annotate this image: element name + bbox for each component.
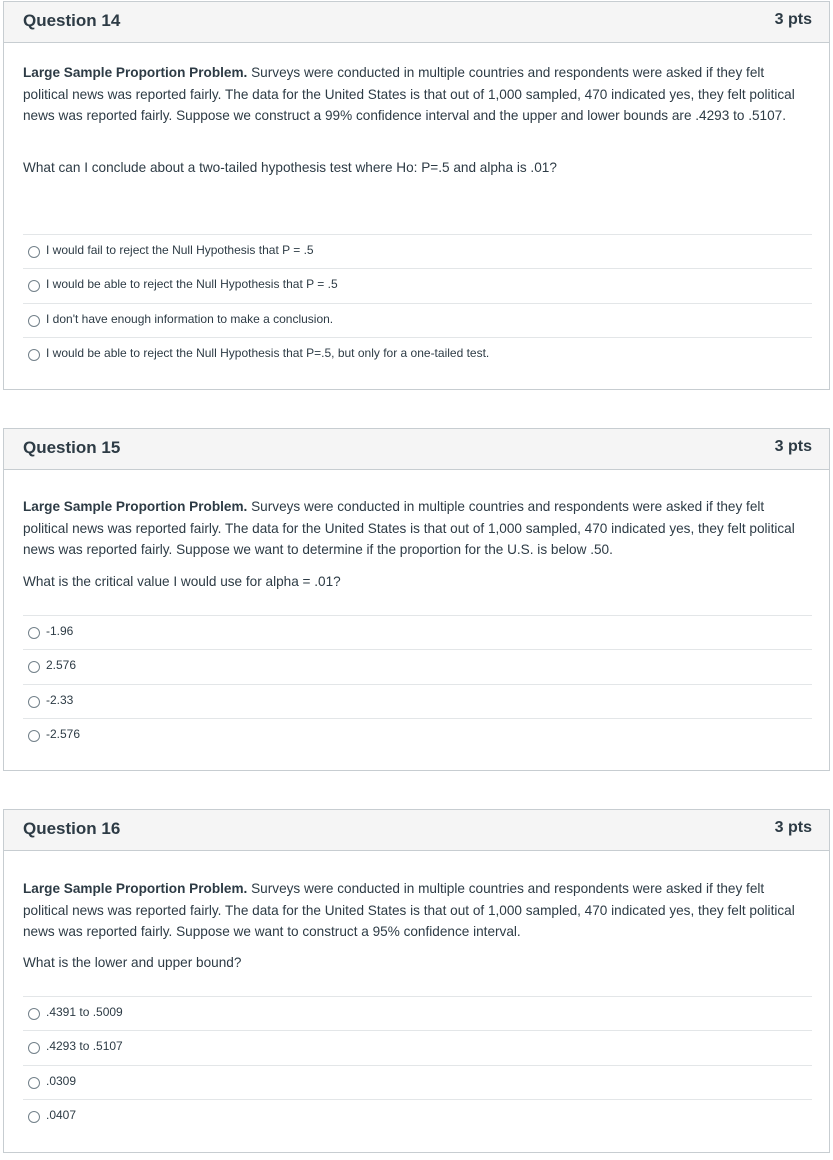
question-14	[3, 1, 830, 390]
question-intro: Surveys were conducted in multiple countries and respondents were asked if they felt political news was reported fairly. The data for the United States is that out of 1,000 sampled, 470 indicated yes, they felt political news was reported fairly. Suppose we want to construct a 95% confidence interval.	[23, 881, 795, 939]
answer-label[interactable]: -2.33	[46, 692, 74, 707]
answer-label[interactable]: 2.576	[46, 658, 77, 673]
question-prompt: What can I conclude about a two-tailed hypothesis test where Ho: P=.5 and alpha is .01?	[23, 160, 557, 175]
answer-label[interactable]: I don't have enough information to make a conclusion.	[46, 311, 334, 326]
answer-label[interactable]: .0309	[46, 1073, 77, 1088]
answer-option[interactable]	[23, 615, 812, 649]
answer-option[interactable]	[23, 268, 812, 302]
radio-button[interactable]	[28, 1008, 40, 1020]
question-title: Question 16	[23, 819, 121, 838]
radio-button[interactable]	[28, 730, 40, 742]
question-intro-bold: Large Sample Proportion Problem.	[23, 65, 248, 80]
answer-option[interactable]	[23, 684, 812, 718]
question-header	[4, 429, 829, 470]
answer-list	[23, 234, 812, 371]
question-text	[23, 496, 798, 561]
answer-list	[23, 615, 812, 752]
question-intro: Surveys were conducted in multiple countries and respondents were asked if they felt political news was reported fairly. The data for the United States is that out of 1,000 sampled, 470 indicated yes, they felt political news was reported fairly. Suppose we want to determine if the proportion for the U.S. is below .50.	[23, 499, 795, 557]
answer-label[interactable]: -1.96	[46, 624, 74, 638]
answer-option[interactable]	[23, 1099, 812, 1133]
answer-option[interactable]	[23, 1065, 812, 1099]
answer-option[interactable]	[23, 718, 812, 752]
question-points: 3 pts	[774, 819, 812, 836]
answer-option[interactable]	[23, 1030, 812, 1064]
answer-label[interactable]: .4293 to .5107	[46, 1039, 123, 1054]
question-points: 3 pts	[774, 438, 812, 455]
question-prompt: What is the critical value I would use for alpha = .01?	[23, 574, 341, 589]
answer-label[interactable]: .4391 to .5009	[46, 1005, 123, 1019]
answer-option[interactable]	[23, 649, 812, 683]
question-15	[3, 428, 830, 771]
radio-button[interactable]	[28, 280, 40, 292]
answer-label[interactable]: .0407	[46, 1107, 77, 1122]
radio-button[interactable]	[28, 315, 40, 327]
question-16	[3, 809, 830, 1153]
radio-button[interactable]	[28, 696, 40, 708]
answer-label[interactable]: I would be able to reject the Null Hypothesis that P = .5	[46, 277, 338, 292]
answer-option[interactable]	[23, 234, 812, 268]
question-text	[23, 62, 798, 127]
answer-label[interactable]: -2.576	[46, 726, 81, 741]
question-title: Question 15	[23, 438, 121, 457]
answer-label[interactable]: I would be able to reject the Null Hypothesis that P=.5, but only for a one-tailed test.	[46, 345, 490, 360]
answer-option[interactable]	[23, 337, 812, 371]
question-header	[4, 810, 829, 851]
answer-option[interactable]	[23, 996, 812, 1030]
radio-button[interactable]	[28, 349, 40, 361]
question-title: Question 14	[23, 11, 121, 30]
question-intro: Surveys were conducted in multiple countries and respondents were asked if they felt political news was reported fairly. The data for the United States is that out of 1,000 sampled, 470 indicated yes, they felt political news was reported fairly. Suppose we construct a 99% confidence interval and the upper and lower bounds are .4293 to .5107.	[23, 65, 795, 123]
answer-option[interactable]	[23, 303, 812, 337]
question-text	[23, 878, 798, 943]
question-prompt: What is the lower and upper bound?	[23, 955, 242, 970]
radio-button[interactable]	[28, 661, 40, 673]
radio-button[interactable]	[28, 246, 40, 258]
radio-button[interactable]	[28, 627, 40, 639]
radio-button[interactable]	[28, 1042, 40, 1054]
radio-button[interactable]	[28, 1077, 40, 1089]
question-intro-bold: Large Sample Proportion Problem.	[23, 881, 248, 896]
answer-label[interactable]: I would fail to reject the Null Hypothesis that P = .5	[46, 243, 314, 257]
answer-list	[23, 996, 812, 1133]
radio-button[interactable]	[28, 1111, 40, 1123]
question-intro-bold: Large Sample Proportion Problem.	[23, 499, 248, 514]
question-header	[4, 2, 829, 43]
question-points: 3 pts	[774, 11, 812, 28]
